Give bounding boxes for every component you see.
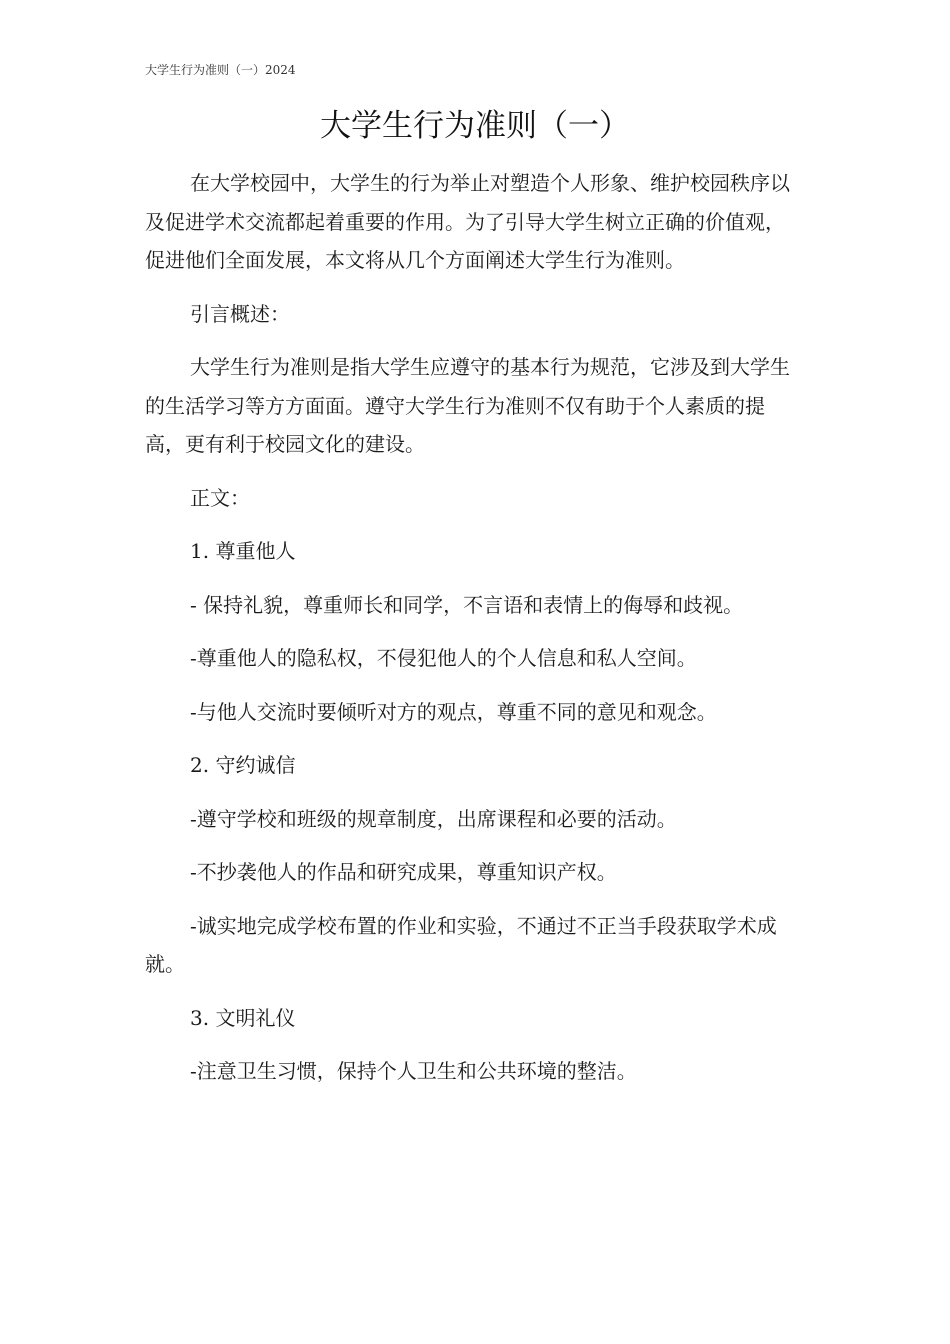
list-item: -诚实地完成学校布置的作业和实验，不通过不正当手段获取学术成就。	[145, 913, 777, 976]
list-item: -尊重他人的隐私权，不侵犯他人的个人信息和私人空间。	[190, 646, 697, 670]
list-heading-respect: 1. 尊重他人	[190, 539, 296, 563]
list-heading-integrity: 2. 守约诚信	[190, 753, 296, 777]
list-heading-etiquette: 3. 文明礼仪	[190, 1005, 296, 1030]
list-item: -与他人交流时要倾听对方的观点，尊重不同的意见和观念。	[190, 699, 717, 724]
document-body	[145, 164, 825, 1106]
list-item: -不抄袭他人的作品和研究成果，尊重知识产权。	[190, 860, 617, 884]
list-item: -注意卫生习惯，保持个人卫生和公共环境的整洁。	[190, 1059, 637, 1083]
overview-paragraph: 大学生行为准则是指大学生应遵守的基本行为规范，它涉及到大学生的生活学习等方方面面。遵守大学生行为准则不仅有助于个人素质的提高，更有利于校园文化的建设。	[145, 355, 790, 456]
list-item: -遵守学校和班级的规章制度，出席课程和必要的活动。	[190, 806, 677, 831]
section-heading-main: 正文：	[190, 485, 250, 510]
list-item: - 保持礼貌，尊重师长和同学，不言语和表情上的侮辱和歧视。	[190, 592, 744, 617]
intro-paragraph: 在大学校园中，大学生的行为举止对塑造个人形象、维护校园秩序以及促进学术交流都起着重要的作用。为了引导大学生树立正确的价值观，促进他们全面发展，本文将从几个方面阐述大学生行为准则。	[145, 171, 790, 272]
document-title: 大学生行为准则（一）	[320, 108, 630, 144]
running-header: 大学生行为准则（一）2024	[145, 63, 296, 77]
section-heading-overview: 引言概述：	[190, 301, 290, 326]
